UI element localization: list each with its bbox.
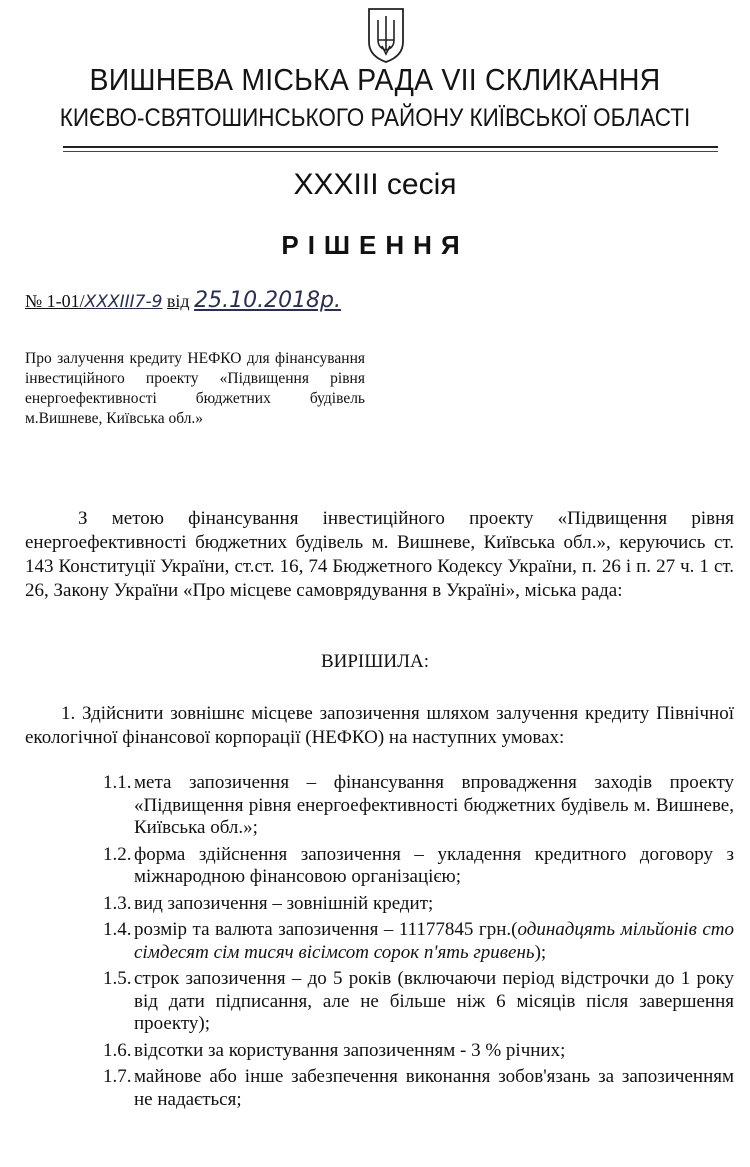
- decision-number-handwritten: XXXIII7-9: [84, 292, 163, 312]
- subitem-number: 1.1.: [103, 772, 132, 793]
- subitem-number: 1.2.: [103, 843, 132, 865]
- date-from-label: від: [166, 291, 190, 311]
- subitem-number: 1.5.: [103, 968, 132, 989]
- subitem-text: вид запозичення – зовнішній кредит;: [134, 892, 434, 914]
- subitem-list: [25, 772, 734, 1115]
- subitem-number: 1.4.: [103, 919, 132, 940]
- header-divider-thin: [63, 151, 718, 152]
- loan-amount-text: розмір та валюта запозичення – 11177845 грн.(: [134, 919, 518, 940]
- document-type-title: РІШЕННЯ: [281, 230, 469, 260]
- subitem-text: майнове або інше забезпечення виконання зобов'язань за запозиченням не надається;: [134, 1066, 734, 1110]
- decision-subject: Про залучення кредиту НЕФКО для фінансування інвестиційного проекту «Підвищення рівня енергоефективності бюджетних будівель м.Вишневе, Київська обл.»: [25, 350, 365, 427]
- subitem: [25, 772, 734, 840]
- loan-amount-in-words: одинадцять мільйонів сто сімдесят сім тисяч вісімсот сорок п'ять гривень: [134, 919, 734, 963]
- subitem-number: 1.3.: [103, 892, 132, 914]
- subitem: [25, 844, 734, 889]
- subitem: [25, 919, 734, 964]
- subitem-text: відсотки за користування запозиченням - 3 % річних;: [134, 1039, 566, 1061]
- subitem-text: форма здійснення запозичення – укладення кредитного договору з міжнародною фінансовою організацією;: [134, 843, 734, 887]
- subitem-text: строк запозичення – до 5 років (включаючи період відстрочки до 1 року від дати підписання, але не більше ніж 6 місяців після завершення проекту);: [134, 968, 734, 1034]
- subitem-number: 1.7.: [103, 1066, 132, 1087]
- decision-number-line: [25, 288, 341, 313]
- subitem: [25, 1040, 734, 1063]
- subitem: [25, 968, 734, 1036]
- subitem-number: 1.6.: [103, 1039, 132, 1061]
- session-title: XXXIII сесія: [293, 168, 457, 201]
- trident-coat-of-arms-icon: [366, 6, 406, 64]
- subitem: [25, 1066, 734, 1111]
- subitem-text: [134, 919, 734, 964]
- decision-item-1: 1. Здійснити зовнішнє місцеве запозичення шляхом залучення кредиту Північної екологічної фінансової корпорації (НЕФКО) на наступних умовах:: [25, 703, 734, 748]
- preamble-paragraph: З метою фінансування інвестиційного проекту «Підвищення рівня енергоефективності бюджетних будівель м. Вишневе, Київська обл.», керуючись ст. 143 Конституції України, ст.ст. 16, 74 Бюджетного Кодексу України, п. 26 і п. 27 ч. 1 ст. 26, Закону України «Про місцеве самоврядування в Україні», міська рада:: [25, 508, 734, 601]
- loan-amount-text-end: );: [534, 941, 547, 963]
- decision-date-handwritten: 25.10.2018р.: [194, 288, 342, 313]
- decided-heading: ВИРІШИЛА:: [320, 651, 430, 672]
- subitem: [25, 893, 734, 916]
- council-district: КИЄВО-СВЯТОШИНСЬКОГО РАЙОНУ КИЇВСЬКОЇ ОБЛАСТІ: [59, 104, 691, 132]
- council-name: ВИШНЕВА МІСЬКА РАДА VII СКЛИКАННЯ: [89, 62, 661, 97]
- subitem-text: мета запозичення – фінансування впровадження заходів проекту «Підвищення рівня енергоефективності бюджетних будівель м. Вишневе, Київська обл.»;: [134, 772, 734, 838]
- decision-number-prefix: № 1-01/: [25, 291, 85, 311]
- header-divider: [63, 146, 718, 148]
